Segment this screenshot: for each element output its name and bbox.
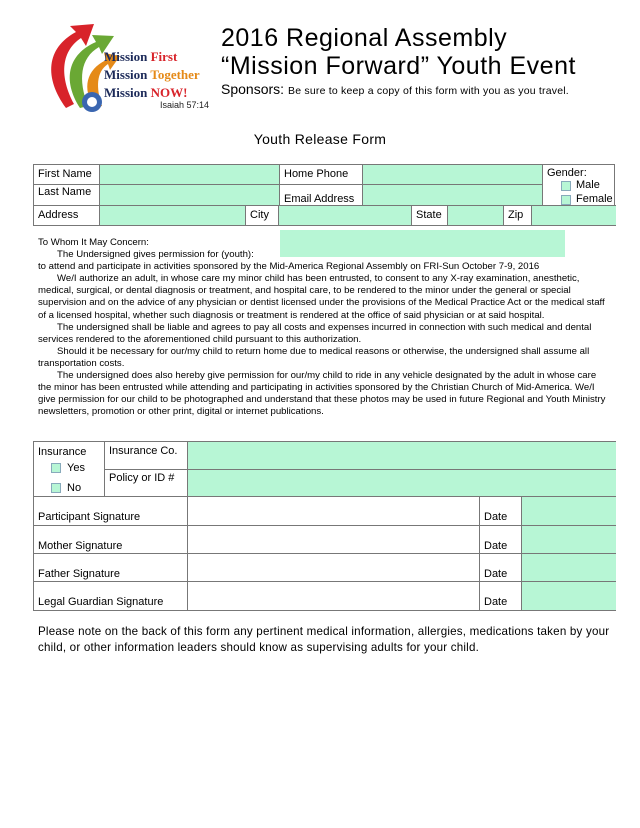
gender-label: Gender: bbox=[547, 167, 587, 179]
logo-verse: Isaiah 57:14 bbox=[160, 100, 210, 110]
city-label: City bbox=[246, 206, 279, 226]
home-phone-label: Home Phone bbox=[280, 165, 363, 185]
participant-date-field[interactable] bbox=[522, 497, 616, 526]
insurance-yes-label: Yes bbox=[67, 462, 85, 474]
insurance-label: Insurance bbox=[38, 446, 87, 458]
state-field[interactable] bbox=[448, 206, 504, 226]
last-name-label: Last Name bbox=[34, 185, 100, 206]
sponsors-line: Sponsors: Be sure to keep a copy of this form with you as you travel. bbox=[221, 81, 569, 97]
father-date-field[interactable] bbox=[522, 554, 616, 582]
first-name-label: First Name bbox=[34, 165, 100, 185]
father-signature-label: Father Signature bbox=[34, 554, 188, 582]
insurance-company-label: Insurance Co. bbox=[105, 442, 188, 470]
letter-salutation: To Whom It May Concern: bbox=[38, 237, 149, 248]
title-line-2: “Mission Forward” Youth Event bbox=[221, 52, 576, 80]
guardian-signature-field[interactable] bbox=[188, 582, 480, 610]
contact-grid bbox=[33, 164, 615, 226]
zip-field[interactable] bbox=[532, 206, 616, 226]
release-letter bbox=[38, 237, 608, 418]
father-date-label: Date bbox=[480, 554, 522, 582]
first-name-field[interactable] bbox=[100, 165, 280, 185]
insurance-yes-checkbox[interactable] bbox=[51, 463, 61, 473]
mother-date-field[interactable] bbox=[522, 526, 616, 554]
letter-p2: We/I authorize an adult, in whose care my minor child has been entrusted, to consent to any X-ray examination, anesthetic, medical, surgical, or dental diagnosis or treatment, and hospital care, to be rendered to the minor under the general or special supervision and on the advice of any physician or dentist licensed under the provisions of the Medical Practice Act or the medical staff of a licensed hospital, whether such diagnosis or treatment is rendered at the office of said physician or at said hospital. bbox=[38, 273, 605, 321]
city-field[interactable] bbox=[279, 206, 412, 226]
participant-signature-field[interactable] bbox=[188, 497, 480, 526]
guardian-signature-label: Legal Guardian Signature bbox=[34, 582, 188, 610]
email-label: Email Address bbox=[280, 185, 363, 206]
insurance-company-field[interactable] bbox=[188, 442, 616, 470]
email-field[interactable] bbox=[363, 185, 543, 206]
female-label: Female bbox=[576, 193, 613, 205]
letter-p1b: to attend and participate in activities sponsored by the Mid-America Regional Assembly on FRI-Sun October 7-9, 2016 bbox=[38, 261, 540, 273]
male-checkbox[interactable] bbox=[561, 181, 571, 191]
letter-p4: Should it be necessary for our/my child to return home due to medical reasons or otherwise, the undersigned shall assume all transportation costs. bbox=[38, 345, 590, 369]
form-title: Youth Release Form bbox=[253, 131, 387, 147]
title-line-1: 2016 Regional Assembly bbox=[221, 24, 508, 52]
address-label: Address bbox=[34, 206, 100, 226]
guardian-date-label: Date bbox=[480, 582, 522, 610]
letter-p1: The Undersigned gives permission for (youth): bbox=[57, 249, 254, 261]
father-signature-field[interactable] bbox=[188, 554, 480, 582]
guardian-date-field[interactable] bbox=[522, 582, 616, 610]
home-phone-field[interactable] bbox=[363, 165, 543, 185]
bottom-note: Please note on the back of this form any pertinent medical information, allergies, medications taken by your child, or other information leaders should know as supervising adults for your child. bbox=[38, 625, 610, 654]
event-logo: Mission First Mission Together Mission NOW! Isaiah 57:14 bbox=[36, 18, 216, 116]
insurance-no-checkbox[interactable] bbox=[51, 483, 61, 493]
letter-p5: The undersigned does also hereby give permission for our/my child to ride in any vehicle designated by the adult in whose care the minor has been entrusted while attending and participating in activities sponsored by the Christian Church of Mid-America. We/I give permission for our child to be photographed and understand that these photos may be used in future Regional and Youth Ministry newsletters, promotion or other print, digital or internet publications. bbox=[38, 370, 606, 418]
zip-label: Zip bbox=[504, 206, 532, 226]
address-field[interactable] bbox=[100, 206, 246, 226]
participant-date-label: Date bbox=[480, 497, 522, 526]
female-checkbox[interactable] bbox=[561, 195, 571, 205]
letter-p3: The undersigned shall be liable and agrees to pay all costs and expenses incurred in connection with such medical and dental services rendered to the aforementioned child pursuant to this authorization. bbox=[38, 321, 592, 345]
mother-date-label: Date bbox=[480, 526, 522, 554]
mother-signature-field[interactable] bbox=[188, 526, 480, 554]
policy-id-field[interactable] bbox=[188, 470, 616, 497]
state-label: State bbox=[412, 206, 448, 226]
mother-signature-label: Mother Signature bbox=[34, 526, 188, 554]
participant-signature-label: Participant Signature bbox=[34, 497, 188, 526]
insurance-signature-grid bbox=[33, 441, 616, 611]
insurance-no-label: No bbox=[67, 482, 82, 494]
male-label: Male bbox=[576, 179, 600, 191]
last-name-field[interactable] bbox=[100, 185, 280, 206]
policy-id-label: Policy or ID # bbox=[105, 470, 188, 497]
